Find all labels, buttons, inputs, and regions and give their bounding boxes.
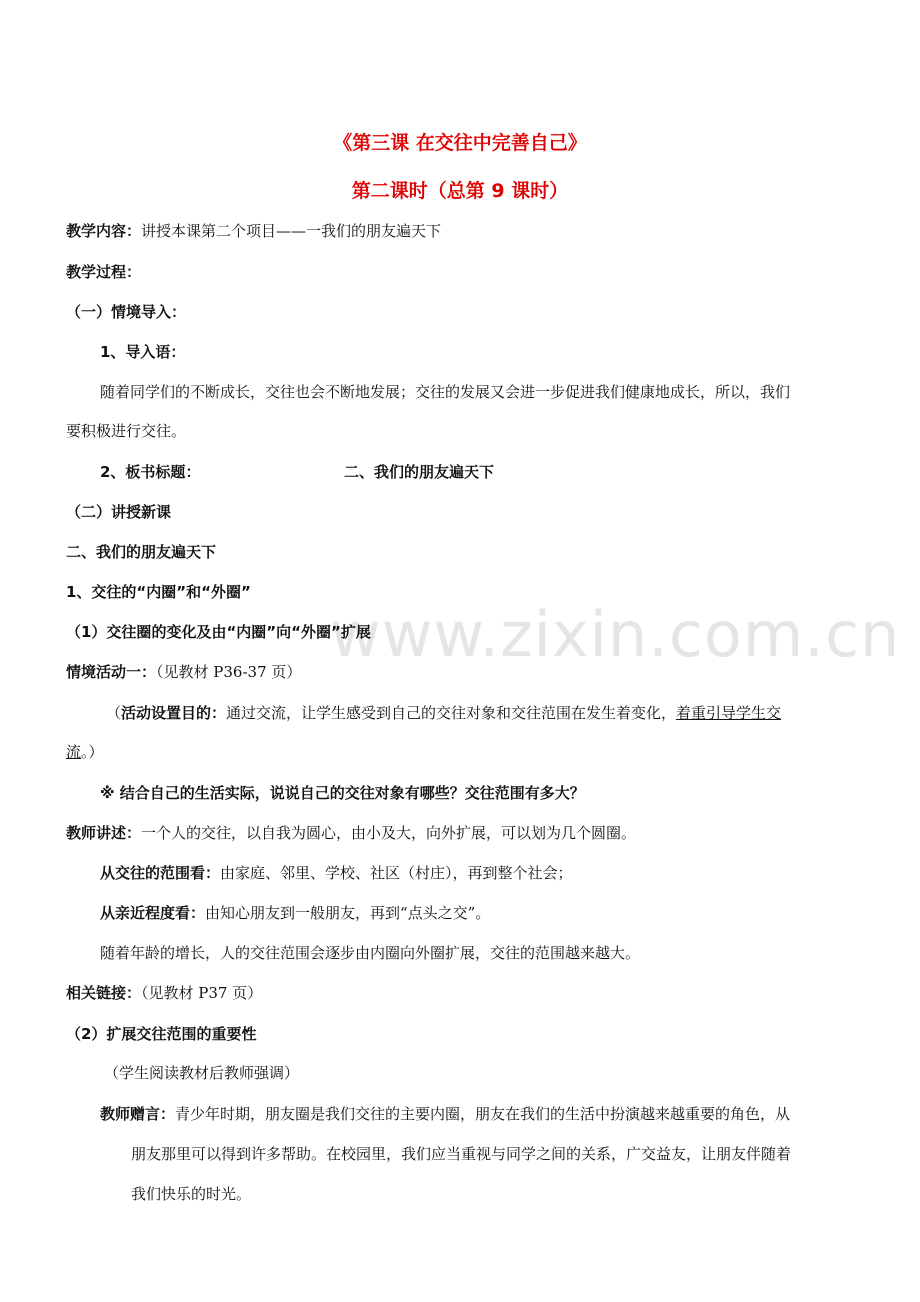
watermark: www.zixin.com.cn	[330, 598, 901, 671]
teacher-message-line-3: 我们快乐的时光。	[131, 1185, 252, 1203]
reading-note: （学生阅读教材后教师强调）	[104, 1064, 300, 1082]
intro-paragraph-line-1: 随着同学们的不断成长，交往也会不断地发展；交往的发展又会进一步促进我们健康地成长，所以，我们	[100, 383, 791, 401]
related-link-text: （见教材 P37 页）	[141, 984, 263, 1002]
activity-one-label: 情境活动一：	[66, 663, 157, 681]
point-1-2-heading: （2）扩展交往范围的重要性	[66, 1025, 257, 1043]
purpose-underlined-text: 着重引导学生交	[676, 704, 782, 722]
point-1-heading: 1、交往的“内圈”和“外圈”	[66, 583, 251, 601]
related-link	[66, 983, 262, 1003]
document-title: 《第三课 在交往中完善自己》	[333, 132, 587, 154]
scope-line	[100, 863, 573, 883]
closeness-label: 从亲近程度看：	[100, 904, 206, 922]
activity-one-text: （见教材 P36-37 页）	[156, 663, 302, 681]
teaching-content	[66, 221, 441, 241]
closeness-text: 由知心朋友到一般朋友，再到“点头之交”。	[205, 904, 491, 922]
activity-purpose-line-1	[106, 703, 781, 723]
closeness-line	[100, 903, 490, 923]
section-1-heading: （一）情境导入：	[66, 303, 187, 321]
teacher-narration-label: 教师讲述：	[66, 824, 142, 842]
teacher-narration	[66, 823, 636, 843]
sub-heading-intro: 1、导入语：	[100, 343, 186, 361]
purpose-label: 活动设置目的：	[121, 704, 227, 722]
section-2-heading: （二）讲授新课	[66, 503, 172, 521]
purpose-text: 通过交流，让学生感受到自己的交往对象和交往范围在发生着变化，	[226, 704, 677, 722]
purpose-open-paren: （	[106, 704, 122, 722]
purpose-underlined-text-end: 流	[66, 743, 82, 761]
board-title-label: 2、板书标题：	[100, 463, 201, 481]
teacher-message-label: 教师赠言：	[100, 1105, 176, 1123]
activity-purpose-line-2	[66, 742, 104, 762]
document-subtitle: 第二课时（总第 9 课时）	[351, 180, 569, 202]
purpose-close: 。）	[81, 743, 104, 761]
teaching-process-label: 教学过程：	[66, 263, 142, 281]
intro-paragraph-line-2: 要积极进行交往。	[66, 422, 187, 440]
topic-heading: 二、我们的朋友遍天下	[66, 543, 217, 561]
point-1-1-heading: （1）交往圈的变化及由“内圈”向“外圈”扩展	[66, 623, 371, 641]
teacher-message-line-2: 朋友那里可以得到许多帮助。在校园里，我们应当重视与同学之间的关系，广交益友，让朋友伴随着	[131, 1145, 792, 1163]
board-title-text: 二、我们的朋友遍天下	[344, 463, 495, 481]
teacher-message-line-1	[100, 1104, 790, 1124]
scope-label: 从交往的范围看：	[100, 864, 221, 882]
teacher-message-text-1: 青少年时期，朋友圈是我们交往的主要内圈，朋友在我们的生活中扮演越来越重要的角色，从	[175, 1105, 791, 1123]
discussion-question: ※ 结合自己的生活实际，说说自己的交往对象有哪些？交往范围有多大？	[100, 784, 585, 802]
teacher-narration-text: 一个人的交往，以自我为圆心，由小及大，向外扩展，可以划为几个圆圈。	[141, 824, 637, 842]
teaching-content-text: 讲授本课第二个项目——一我们的朋友遍天下	[141, 222, 442, 240]
teaching-content-label: 教学内容：	[66, 222, 142, 240]
related-link-label: 相关链接：	[66, 984, 142, 1002]
scope-text: 由家庭、邻里、学校、社区（村庄），再到整个社会；	[220, 864, 573, 882]
age-growth-line: 随着年龄的增长，人的交往范围会逐步由内圈向外圈扩展，交往的范围越来越大。	[100, 944, 641, 962]
activity-one	[66, 662, 301, 682]
